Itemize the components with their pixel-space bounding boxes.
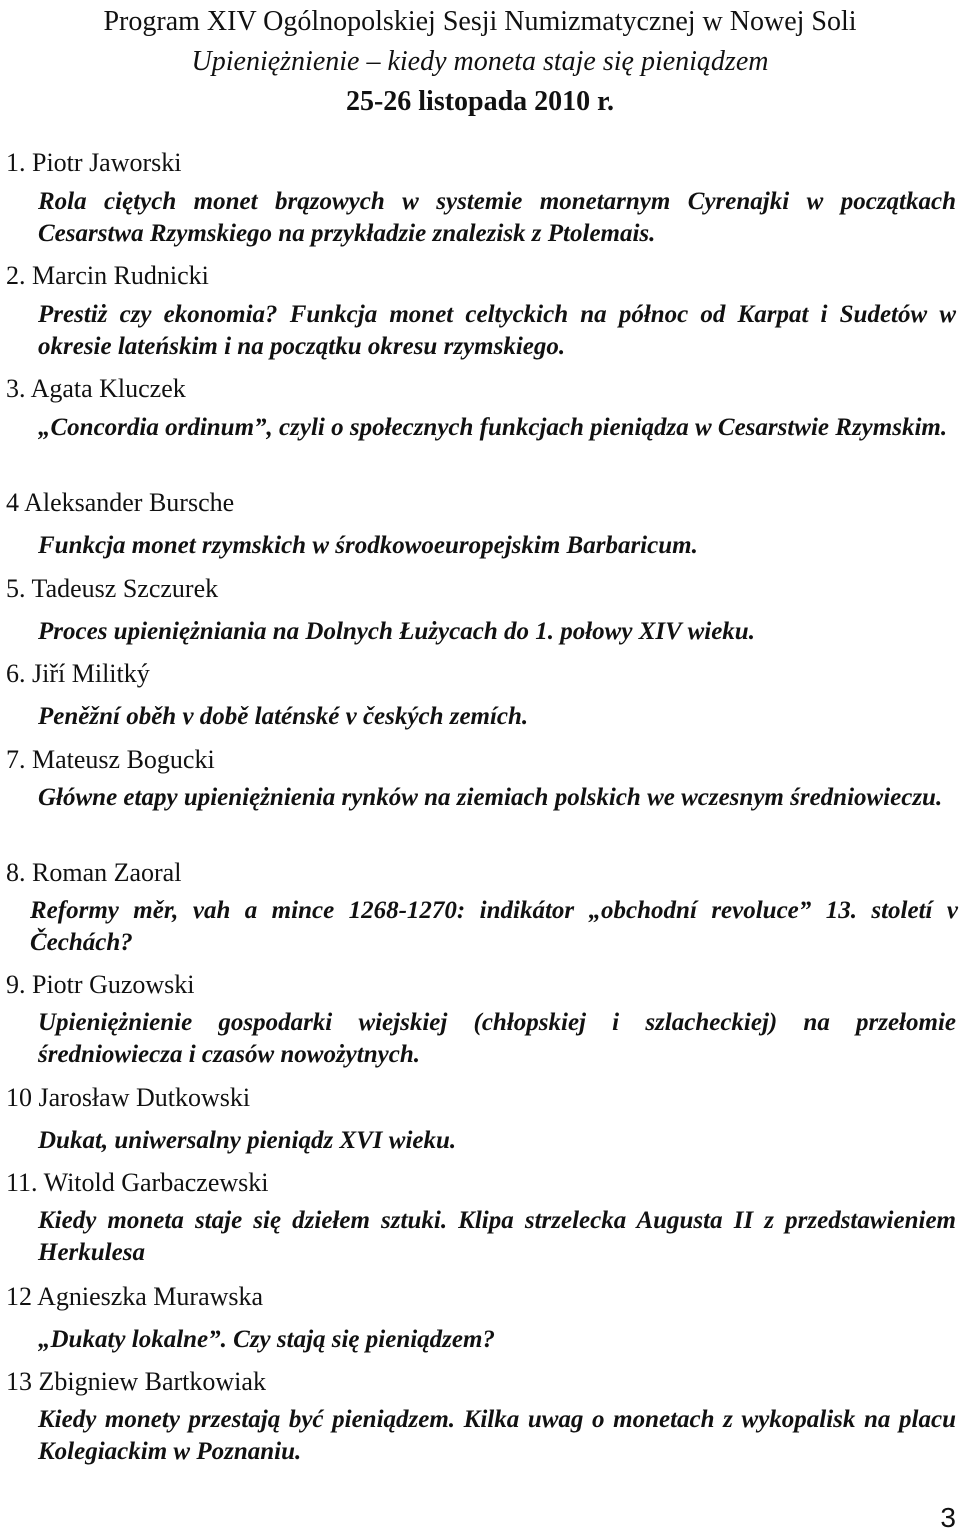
entry-author: 13 Zbigniew Bartkowiak: [6, 1367, 266, 1396]
entry-author: 7. Mateusz Bogucki: [6, 745, 215, 774]
entry-title: Główne etapy upieniężnienia rynków na ziemiach polskich we wczesnym średniowieczu.: [38, 784, 943, 811]
entry-author: 11. Witold Garbaczewski: [6, 1168, 269, 1197]
entry-author: 2. Marcin Rudnicki: [6, 261, 209, 290]
entry-title: Prestiż czy ekonomia? Funkcja monet celtyckich na północ od Karpat i Sudetów w okresie lateńskim i na początku okresu rzymskiego.: [38, 301, 956, 360]
entry-title: Funkcja monet rzymskich w środkowoeuropejskim Barbaricum.: [38, 532, 698, 559]
entry-title: Upieniężnienie gospodarki wiejskiej (chłopskiej i szlacheckiej) na przełomie średniowiecza i czasów nowożytnych.: [38, 1009, 956, 1068]
entry-title: Kiedy moneta staje się dziełem sztuki. Klipa strzelecka Augusta II z przedstawieniem Herkulesa: [38, 1207, 956, 1266]
session-subtitle: Upieniężnienie – kiedy moneta staje się pieniądzem: [191, 46, 769, 77]
session-date: 25-26 listopada 2010 r.: [345, 86, 615, 117]
entry-title: Reformy měr, vah a mince 1268-1270: indikátor „obchodní revoluce” 13. století v Čechách?: [30, 897, 958, 956]
entry-author: 9. Piotr Guzowski: [6, 970, 195, 999]
entry-title: Proces upieniężniania na Dolnych Łużycach do 1. połowy XIV wieku.: [38, 618, 755, 645]
entry-title: „Concordia ordinum”, czyli o społecznych funkcjach pieniądza w Cesarstwie Rzymskim.: [38, 414, 948, 441]
entry-title: Peněžní oběh v době laténské v českých zemích.: [38, 703, 529, 730]
entry-author: 3. Agata Kluczek: [6, 374, 186, 403]
page-number: 3: [940, 1502, 956, 1533]
entry-title: Kiedy monety przestają być pieniądzem. Kilka uwag o monetach z wykopalisk na placu Kolegiackim w Poznaniu.: [38, 1406, 956, 1465]
entry-title: Rola ciętych monet brązowych w systemie monetarnym Cyrenajki w początkach Cesarstwa Rzymskiego na przykładzie znalezisk z Ptolemais.: [38, 188, 956, 247]
entry-author: 4 Aleksander Bursche: [6, 488, 235, 517]
entry-author: 1. Piotr Jaworski: [6, 148, 182, 177]
entry-author: 12 Agnieszka Murawska: [6, 1282, 264, 1311]
entry-title: Dukat, uniwersalny pieniądz XVI wieku.: [38, 1127, 457, 1154]
entry-author: 5. Tadeusz Szczurek: [6, 574, 219, 603]
entry-author: 8. Roman Zaoral: [6, 858, 182, 887]
entry-title: „Dukaty lokalne”. Czy stają się pieniądzem?: [38, 1326, 495, 1353]
program-header: [0, 2, 960, 122]
program-title: Program XIV Ogólnopolskiej Sesji Numizmatycznej w Nowej Soli: [103, 6, 857, 37]
entry-author: 10 Jarosław Dutkowski: [6, 1083, 251, 1112]
entry-author: 6. Jiří Militký: [6, 659, 150, 688]
